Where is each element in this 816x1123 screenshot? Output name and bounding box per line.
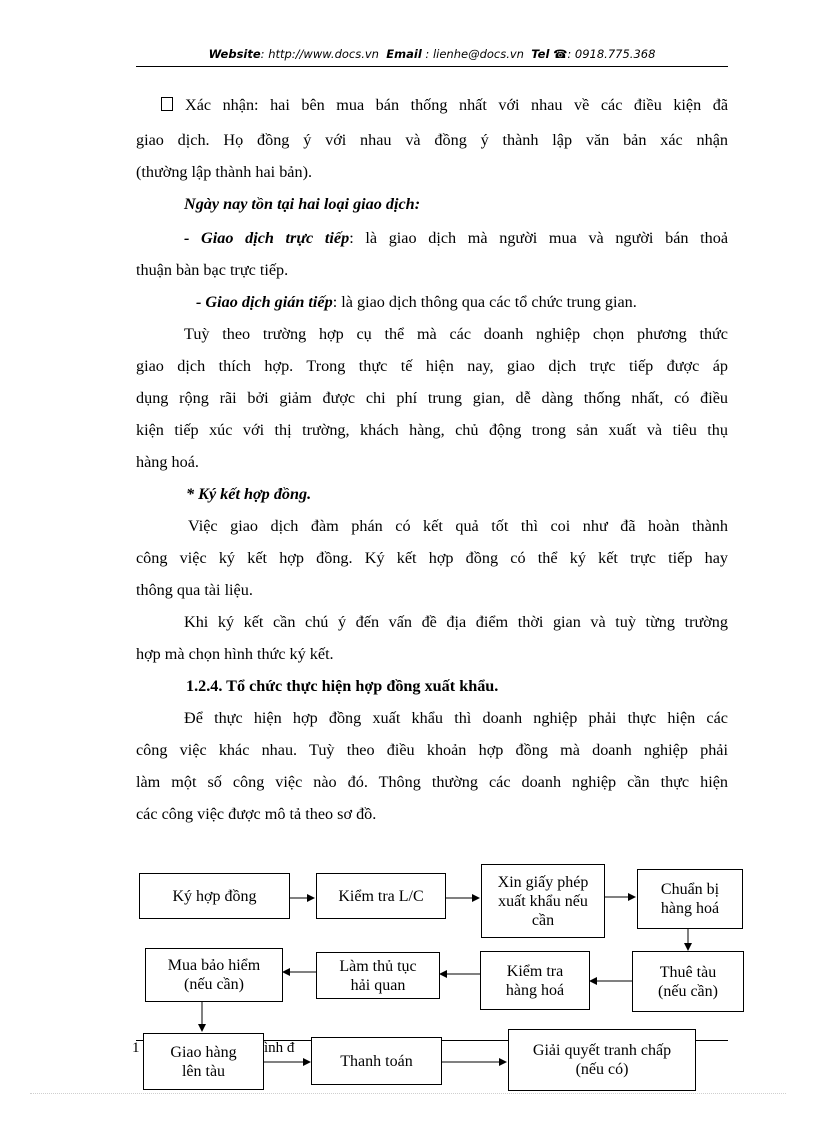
flow-box-insurance: Mua bảo hiểm (nếu cần)	[145, 948, 283, 1002]
text-l1: Xác nhận: hai bên mua bán thống nhất với nhau về các điều kiện đã	[185, 96, 728, 114]
paragraph-line: thuận bàn bạc trực tiếp.	[136, 261, 289, 279]
email-label: Email	[386, 47, 422, 61]
paragraph-line: giao dịch thích hợp. Trong thực tế hiện nay, giao dịch trực tiếp được áp	[136, 357, 728, 375]
email-value: : lienhe@docs.vn	[425, 47, 524, 61]
flow-box-payment: Thanh toán	[311, 1037, 442, 1085]
footer-fragment-left: 1	[132, 1040, 140, 1056]
paragraph-line: Khi ký kết cần chú ý đến vấn đề địa điểm thời gian và tuỳ từng trường	[184, 613, 728, 631]
paragraph-line: làm một số công việc nào đó. Thông thường các doanh nghiệp cần thực hiện	[136, 773, 728, 791]
flow-box-charter-ship: Thuê tàu (nếu cần)	[632, 951, 744, 1012]
paragraph-line: Việc giao dịch đàm phán có kết quả tốt thì coi như đã hoàn thành	[188, 517, 728, 535]
paragraph-line: công việc ký kết hợp đồng. Ký kết hợp đồng có thể ký kết trực tiếp hay	[136, 549, 728, 567]
paragraph-line: thông qua tài liệu.	[136, 581, 253, 599]
flow-box-deliver: Giao hàng lên tàu	[143, 1033, 264, 1090]
term-direct: - Giao dịch trực tiếp	[184, 229, 350, 247]
flow-box-customs: Làm thủ tục hải quan	[316, 952, 440, 999]
flow-box-prepare-goods: Chuẩn bị hàng hoá	[637, 869, 743, 929]
paragraph-line: các công việc được mô tả theo sơ đồ.	[136, 805, 377, 823]
paragraph-line: dụng rộng rãi bởi giảm được chi phí trung gian, dễ dàng thống nhất, có điều	[136, 389, 728, 407]
flow-box-export-permit: Xin giấy phép xuất khẩu nếu cần	[481, 864, 605, 938]
footer-fragment-middle: ình đ	[264, 1040, 295, 1056]
phone-icon: ☎	[553, 47, 568, 61]
paragraph-line: kiện tiếp xúc với thị trường, khách hàng, chủ động trong sản xuất và tiêu thụ	[136, 421, 728, 439]
paragraph-line: công việc khác nhau. Tuỳ theo điều khoản hợp đồng mà doanh nghiệp phải	[136, 741, 728, 759]
tel-label: Tel	[531, 47, 550, 61]
subheading: Ngày nay tồn tại hai loại giao dịch:	[184, 195, 421, 213]
flow-box-inspect-goods: Kiểm tra hàng hoá	[480, 951, 590, 1010]
paragraph-line: Để thực hiện hợp đồng xuất khẩu thì doanh nghiệp phải thực hiện các	[184, 709, 728, 727]
paragraph-line: hàng hoá.	[136, 453, 199, 471]
subheading: * Ký kết hợp đồng.	[186, 485, 312, 503]
tel-value: : 0918.775.368	[567, 47, 656, 61]
paragraph-line: Tuỳ theo trường hợp cụ thể mà các doanh nghiệp chọn phương thức	[184, 325, 728, 343]
section-heading: 1.2.4. Tổ chức thực hiện hợp đồng xuất khẩu.	[186, 677, 499, 695]
website-label: Website	[208, 47, 261, 61]
flow-box-dispute: Giải quyết tranh chấp (nếu có)	[508, 1029, 696, 1091]
flow-box-check-lc: Kiểm tra L/C	[316, 873, 446, 919]
text-l4b: : là giao dịch mà người mua và người bán thoả	[349, 229, 729, 247]
paragraph-line: hợp mà chọn hình thức ký kết.	[136, 645, 334, 663]
text-l6b: : là giao dịch thông qua các tổ chức trung gian.	[332, 293, 637, 311]
paragraph-line: giao dịch. Họ đồng ý với nhau và đồng ý thành lập văn bản xác nhận	[136, 131, 728, 149]
bottom-dotted-rule	[30, 1093, 786, 1094]
flow-box-sign-contract: Ký hợp đồng	[139, 873, 290, 919]
paragraph-line: (thường lập thành hai bản).	[136, 163, 313, 181]
term-indirect: - Giao dịch gián tiếp	[196, 293, 333, 311]
website-value: : http://www.docs.vn	[260, 47, 379, 61]
